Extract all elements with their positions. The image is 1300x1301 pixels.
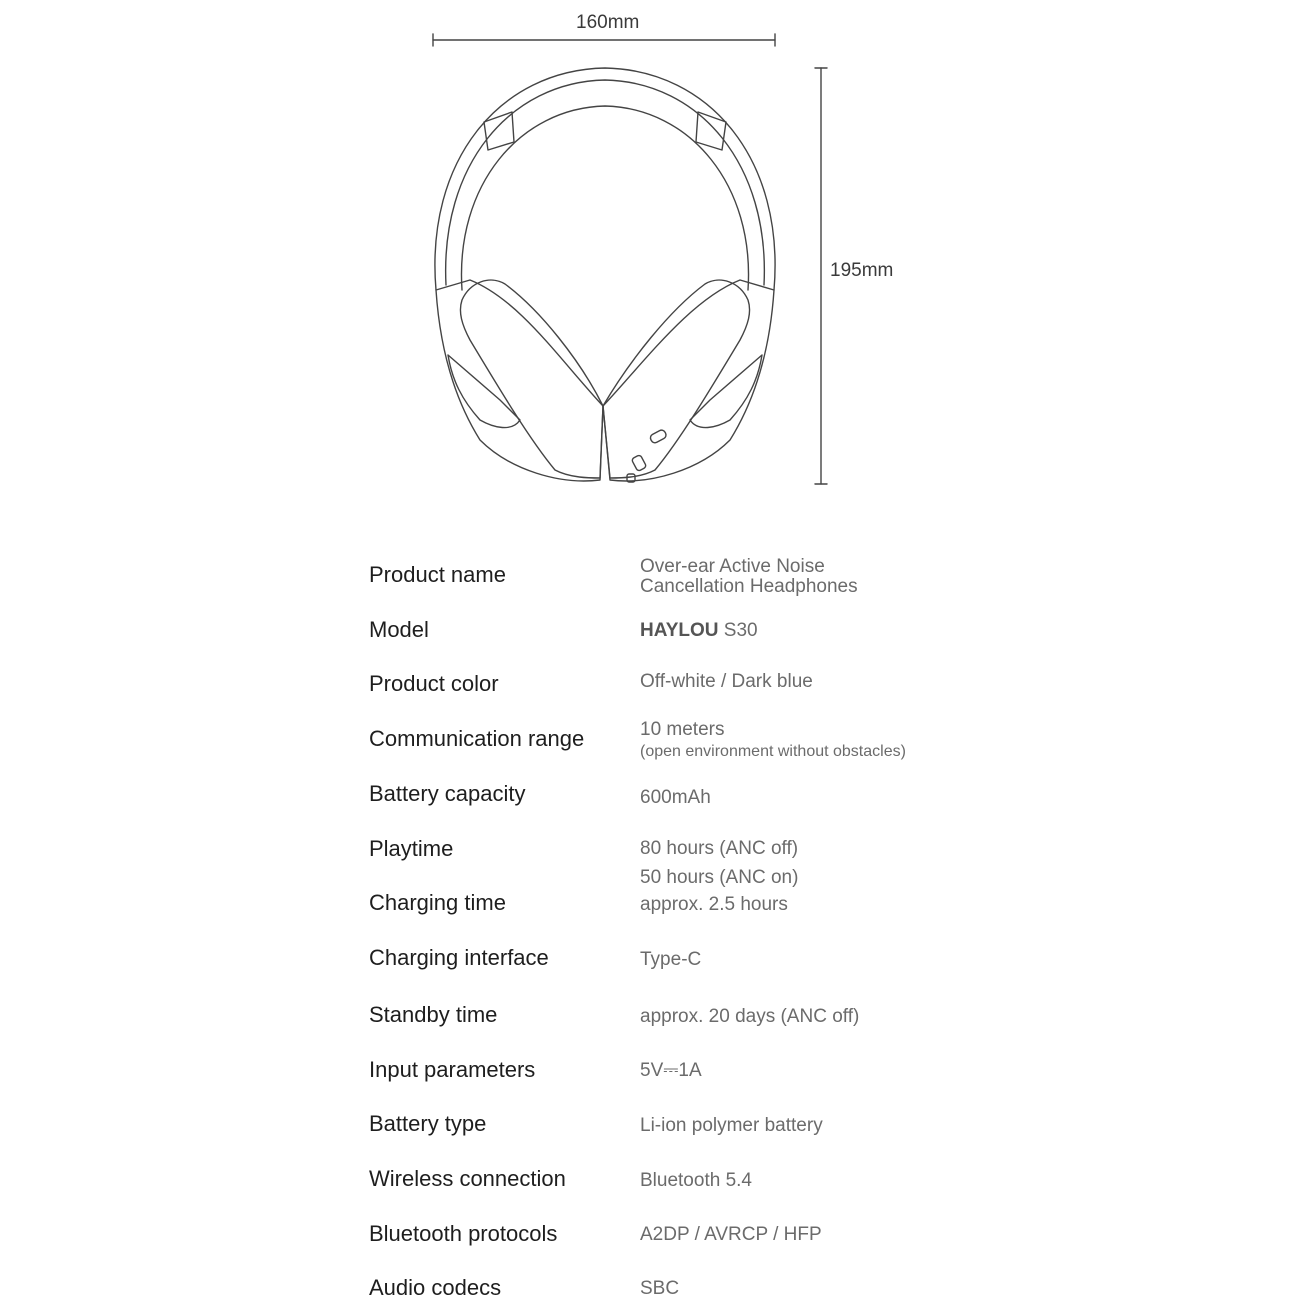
power-button [649,429,667,444]
brand-name: HAYLOU [640,620,719,641]
spec-label-charging-time: Charging time [369,890,506,915]
spec-value-standby-time: approx. 20 days (ANC off) [640,1006,860,1027]
spec-label-wireless-connection: Wireless connection [369,1166,566,1191]
spec-value-battery-capacity: 600mAh [640,787,711,808]
spec-value-playtime: 80 hours (ANC off) 50 hours (ANC on) [640,838,799,888]
spec-value-battery-type: Li-ion polymer battery [640,1115,823,1136]
spec-label-product-name: Product name [369,562,506,587]
spec-label-input-parameters: Input parameters [369,1057,536,1082]
spec-value-product-color: Off-white / Dark blue [640,671,813,692]
spec-value-wireless-connection: Bluetooth 5.4 [640,1170,752,1191]
height-label: 195mm [830,260,894,281]
spec-value-input-parameters: 5V⎓1A [640,1060,702,1081]
spec-value-charging-time: approx. 2.5 hours [640,894,788,915]
right-earcup [603,280,774,481]
spec-label-model: Model [369,617,429,642]
spec-label-standby-time: Standby time [369,1002,498,1027]
spec-value-charging-interface: Type-C [640,949,702,970]
headphones-illustration [0,0,1300,520]
anc-button [631,454,646,471]
spec-label-battery-type: Battery type [369,1111,487,1136]
spec-label-product-color: Product color [369,671,499,696]
spec-value-communication-range: 10 meters (open environment without obstacles) [640,719,906,760]
spec-label-bluetooth-protocols: Bluetooth protocols [369,1221,558,1246]
spec-value-model: HAYLOU S30 [640,620,758,641]
spec-label-battery-capacity: Battery capacity [369,781,526,806]
spec-label-charging-interface: Charging interface [369,945,549,970]
spec-label-playtime: Playtime [369,836,454,861]
spec-label-communication-range: Communication range [369,726,585,751]
spec-value-audio-codecs: SBC [640,1278,680,1299]
spec-value-product-name: Over-ear Active Noise Cancellation Headphones [640,556,858,597]
width-label: 160mm [576,12,640,33]
spec-label-audio-codecs: Audio codecs [369,1275,502,1300]
spec-value-bluetooth-protocols: A2DP / AVRCP / HFP [640,1224,822,1245]
